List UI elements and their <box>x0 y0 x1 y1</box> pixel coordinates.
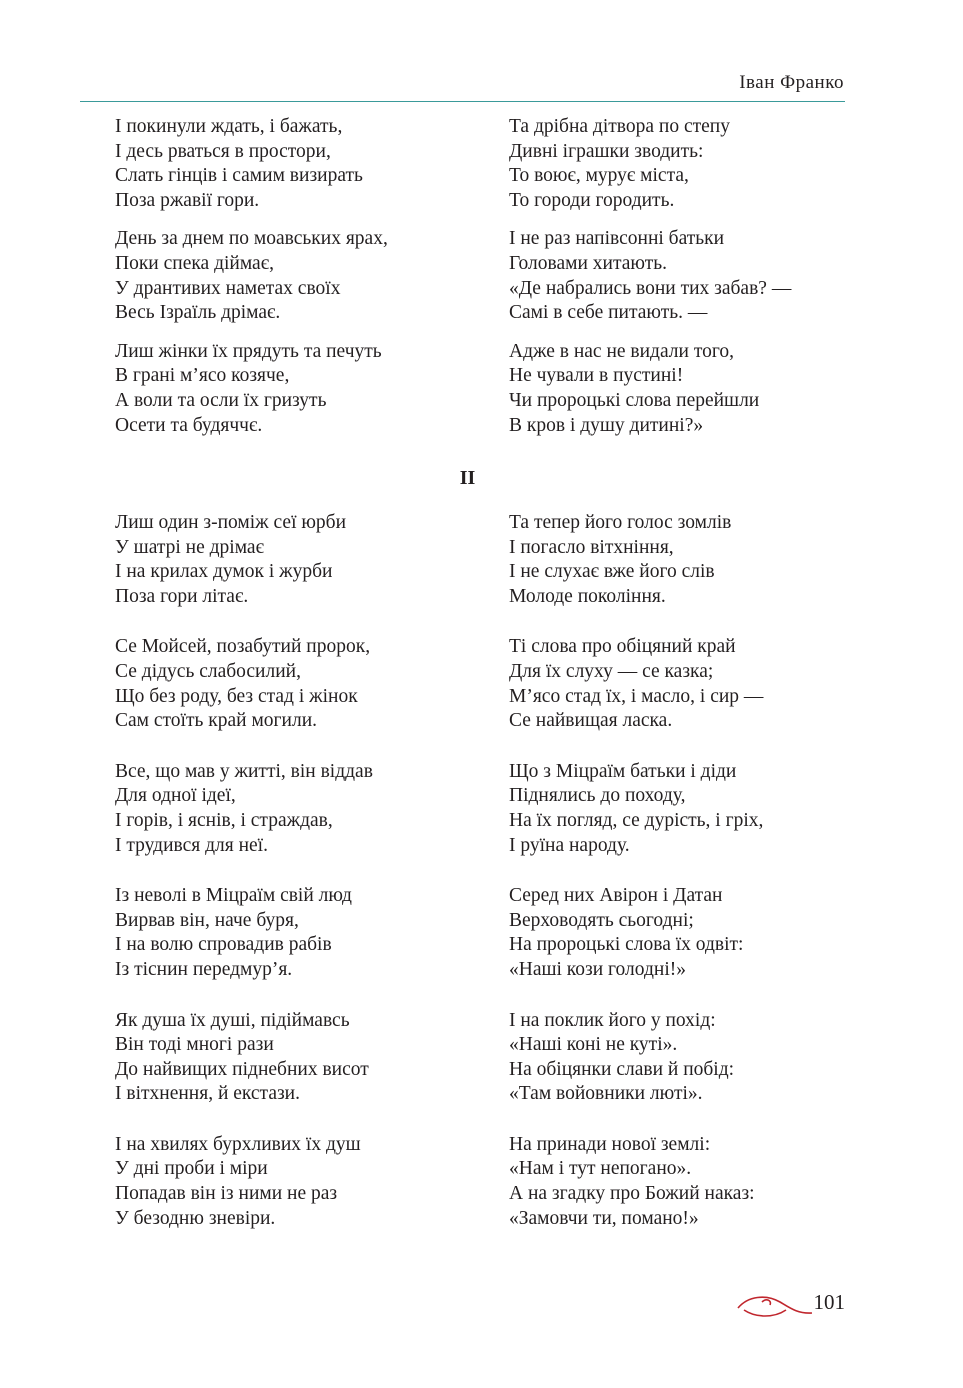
verse-line: «Нам і тут непогано». <box>509 1158 692 1180</box>
verse-line: У дрантивих наметах своїх <box>115 277 341 299</box>
verse-line: «Замовчи ти, помано!» <box>509 1207 699 1229</box>
verse-line: І десь рваться в простори, <box>115 140 331 162</box>
poem-column-left <box>115 511 475 1231</box>
verse-line: Дивні іграшки зводить: <box>509 140 704 162</box>
section-heading: II <box>459 467 476 489</box>
stanza <box>509 1133 869 1231</box>
verse-line: І на волю спровадив рабів <box>115 934 332 956</box>
stanza <box>115 1133 475 1231</box>
verse-line: І не раз напівсонні батьки <box>509 228 725 250</box>
verse-line: На обіцянки слави й побід: <box>509 1058 735 1080</box>
verse-line: І вітхнення, й екстази. <box>115 1083 300 1105</box>
verse-line: У безодню зневіри. <box>115 1207 276 1229</box>
verse-line: «Там войовники люті». <box>509 1083 703 1105</box>
stanza <box>509 340 869 438</box>
verse-line: У дні проби і міри <box>115 1158 268 1180</box>
verse-line: І руїна народу. <box>509 834 630 856</box>
verse-line: Лиш жінки їх прядуть та печуть <box>115 340 382 362</box>
verse-line: То воює, мурує міста, <box>509 165 689 187</box>
verse-line: Поки спека діймає, <box>115 252 274 274</box>
stanza <box>509 115 869 213</box>
verse-line: А на згадку про Божий наказ: <box>509 1183 755 1205</box>
verse-line: Із неволі в Міцраїм свій люд <box>115 885 352 907</box>
verse-line: Як душа їх душі, підіймавсь <box>115 1009 350 1031</box>
stanza <box>509 227 869 325</box>
verse-line: Із тіснин передмур’я. <box>115 958 293 980</box>
verse-line: Слать гінців і самим визирать <box>115 165 363 187</box>
verse-line: І на крилах думок і журби <box>115 561 333 583</box>
poem-column-left <box>115 115 475 438</box>
verse-line: Весь Ізраїль дрімає. <box>115 302 281 324</box>
verse-line: Молоде покоління. <box>509 585 666 607</box>
stanza <box>115 511 475 609</box>
verse-line: То городи городить. <box>509 189 675 211</box>
verse-line: День за днем по моавських ярах, <box>115 228 388 250</box>
verse-line: Се Мойсей, позабутий пророк, <box>115 636 371 658</box>
verse-line: Адже в нас не видали того, <box>509 340 735 362</box>
verse-line: Се найвищая ласка. <box>509 710 673 732</box>
verse-line: Він тоді многі рази <box>115 1034 274 1056</box>
poem-column-right <box>509 511 869 1231</box>
verse-line: «Наші коні не куті». <box>509 1034 678 1056</box>
verse-line: І на хвилях бурхливих їх душ <box>115 1133 361 1155</box>
verse-line: Чи пророцькі слова перейшли <box>509 389 760 411</box>
verse-line: На принади нової землі: <box>509 1133 711 1155</box>
verse-line: В кров і душу дитині?» <box>509 414 704 436</box>
verse-line: Вирвав він, наче буря, <box>115 909 299 931</box>
verse-line: Поза гори літає. <box>115 585 249 607</box>
header-rule <box>80 101 845 102</box>
verse-line: А воли та осли їх гризуть <box>115 389 327 411</box>
page-ornament-icon <box>736 1288 816 1324</box>
verse-line: Верховодять сьогодні; <box>509 909 694 931</box>
stanza <box>509 884 869 982</box>
stanza <box>115 635 475 733</box>
verse-line: «Наші кози голодні!» <box>509 958 686 980</box>
stanza <box>509 1009 869 1107</box>
verse-line: Самі в себе питають. — <box>509 302 708 324</box>
verse-line: М’ясо стад їх, і масло, і сир — <box>509 685 764 707</box>
verse-line: Що з Міцраїм батьки і діди <box>509 760 737 782</box>
poem-column-right <box>509 115 869 438</box>
verse-line: Піднялись до походу, <box>509 785 686 807</box>
stanza <box>115 340 475 438</box>
verse-line: І горів, і яснів, і страждав, <box>115 809 333 831</box>
verse-line: Се дідусь слабосилий, <box>115 660 301 682</box>
stanza <box>115 884 475 982</box>
verse-line: Головами хитають. <box>509 252 667 274</box>
verse-line: Для одної ідеї, <box>115 785 236 807</box>
verse-line: Для їх слуху — се казка; <box>509 660 714 682</box>
stanza <box>115 227 475 325</box>
verse-line: І не слухає вже його слів <box>509 561 715 583</box>
stanza <box>509 635 869 733</box>
verse-line: «Де набрались вони тих забав? — <box>509 277 792 299</box>
verse-line: І трудився для неї. <box>115 834 268 856</box>
verse-line: До найвищих піднебних висот <box>115 1058 369 1080</box>
running-header-author: Іван Франко <box>739 72 844 93</box>
verse-line: Все, що мав у житті, він віддав <box>115 760 373 782</box>
stanza <box>115 1009 475 1107</box>
verse-line: І покинули ждать, і бажать, <box>115 116 343 137</box>
verse-line: На їх погляд, се дурість, і гріх, <box>509 809 764 831</box>
verse-line: Не чували в пустині! <box>509 365 684 387</box>
verse-line: В грані м’ясо козяче, <box>115 365 290 387</box>
verse-line: Осети та будяччє. <box>115 414 263 436</box>
verse-line: У шатрі не дрімає <box>115 536 264 558</box>
verse-line: Попадав він із ними не раз <box>115 1183 338 1205</box>
verse-line: Лиш один з-поміж сеї юрби <box>115 512 347 533</box>
stanza <box>509 511 869 609</box>
verse-line: Сам стоїть край могили. <box>115 710 318 732</box>
verse-line: Поза ржавії гори. <box>115 189 260 211</box>
verse-line: І погасло вітхніння, <box>509 536 674 558</box>
verse-line: Що без роду, без стад і жінок <box>115 685 358 707</box>
verse-line: Та тепер його голос зомлів <box>509 512 732 533</box>
verse-line: Та дрібна дітвора по степу <box>509 116 730 137</box>
stanza <box>115 115 475 213</box>
stanza <box>115 760 475 858</box>
verse-line: Ті слова про обіцяний край <box>509 636 736 658</box>
verse-line: І на поклик його у похід: <box>509 1009 716 1031</box>
verse-line: На пророцькі слова їх одвіт: <box>509 934 744 956</box>
stanza <box>509 760 869 858</box>
page-number: 101 <box>813 1290 845 1314</box>
verse-line: Серед них Авірон і Датан <box>509 885 723 907</box>
